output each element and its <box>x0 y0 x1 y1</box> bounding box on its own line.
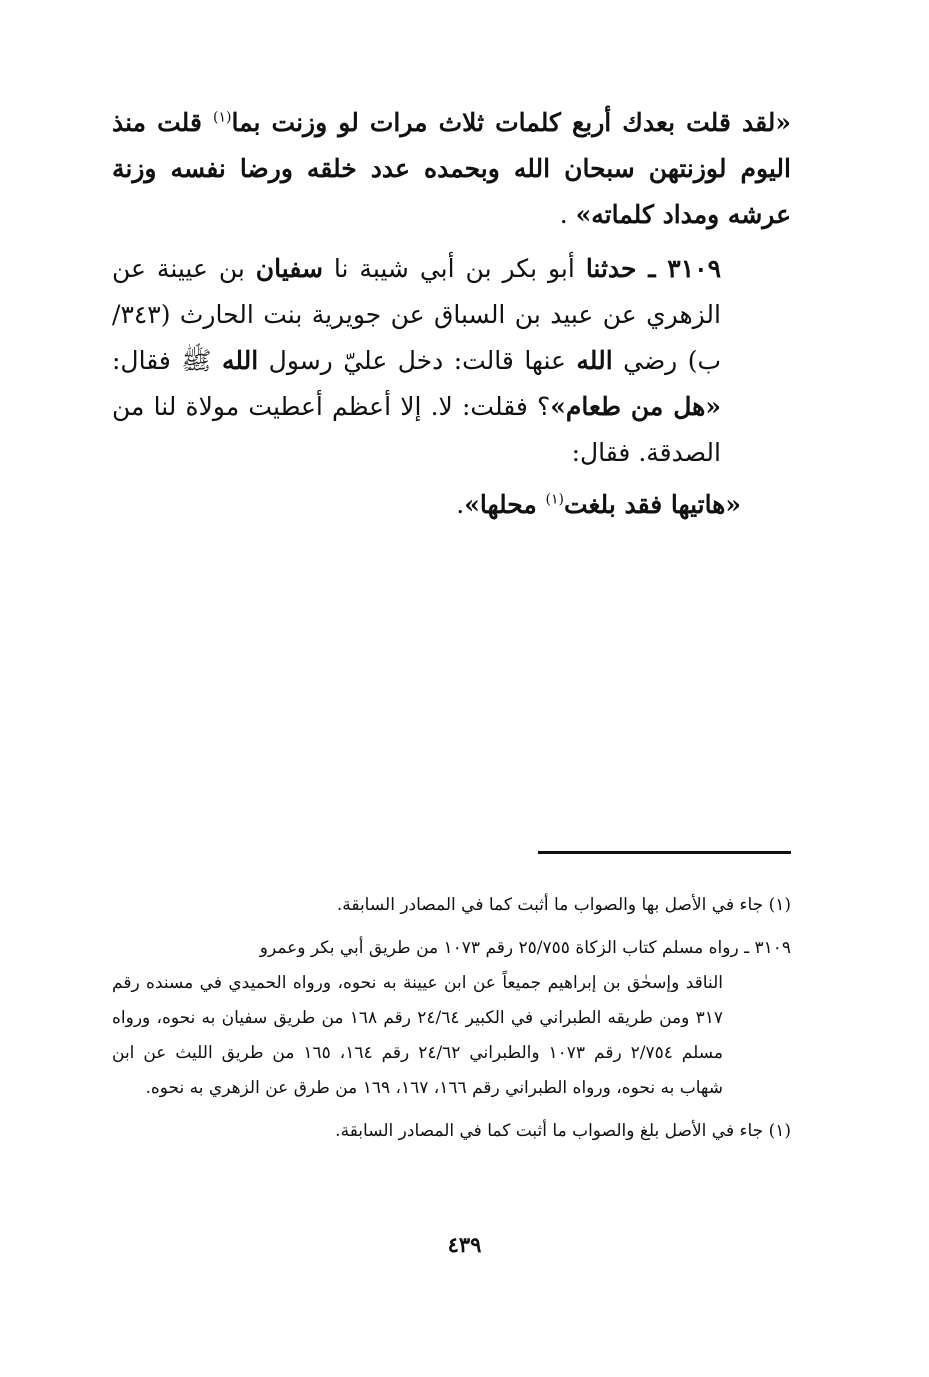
salutation-glyph: ﷺ <box>181 346 222 375</box>
footnote-marker[interactable]: (١) <box>212 109 232 126</box>
hadith-3109 <box>112 246 791 476</box>
footnote-separator <box>538 851 791 854</box>
narrator-name: سفيان <box>255 254 323 283</box>
divine-name: الله <box>576 346 613 375</box>
main-text <box>112 100 791 528</box>
prophet-quote: «هل من طعام» <box>550 392 721 421</box>
matn-text: فقال: <box>112 346 182 375</box>
footnote-2: (١) جاء في الأصل بلغ والصواب ما أثبت كما في المصادر السابقة. <box>335 1121 791 1141</box>
full-stop: . <box>456 490 465 519</box>
quote-text: «لقد قلت بعدك أربع كلمات ثلاث مرات لو وزنت بما <box>231 108 791 137</box>
full-stop: . <box>559 200 576 229</box>
quote-text: قلت منذ اليوم لوزنتهن سبحان الله وبحمده عدد خلقه ورضا نفسه وزنة عرشه ومداد كلماته» <box>112 108 791 229</box>
isnad-text: بن عيينة عن الزهري عن عبيد بن السباق عن جويرية بنت الحارث (٣٤٣/ب) رضي <box>112 254 721 375</box>
prophet-quote: محلها» <box>464 490 546 519</box>
page-number: ٤٣٩ <box>447 1232 482 1257</box>
hadith-number: ٣١٠٩ ـ حدثنا <box>585 254 721 283</box>
takhrij-first-line: ٣١٠٩ ـ رواه مسلم كتاب الزكاة ٢٥/٧٥٥ رقم ١٠٧٣ من طريق أبي بكر وعمرو <box>259 938 791 958</box>
takhrij-text: الناقد وإسحٰق بن إبراهيم جميعاً عن ابن عيينة به نحوه، ورواه الحميدي في مسنده رقم ٣١٧ ومن طريقه الطبراني في الكبير ٢٤/٦٤ رقم ١٦٨ من طريق سفيان به نحوه، ورواه مسلم ٢/٧٥٤ رقم ١٠٧٣ والطبراني ٢٤/٦٢ رقم ١٦٤، ١٦٥ من طريق الليث عن ابن شهاب به نحوه، ورواه الطبراني رقم ١٦٦، ١٦٧، ١٦٩ من طرق عن الزهري به نحوه. <box>112 973 724 1098</box>
matn-text: ؟ فقلت: لا. إلا أعظم أعطيت مولاة لنا من الصدقة. فقال: <box>112 392 721 467</box>
footnote-marker[interactable]: (١) <box>545 491 564 508</box>
footnotes <box>112 888 791 1149</box>
prophet-quote: «هاتيها فقد بلغت <box>563 490 741 519</box>
hadith-3108-ending <box>112 100 791 238</box>
matn-text: عنها قالت: دخل عليّ رسول <box>258 346 577 375</box>
hadith-3109-quote <box>112 482 791 528</box>
footnote-1: (١) جاء في الأصل بها والصواب ما أثبت كما في المصادر السابقة. <box>336 895 791 915</box>
isnad-text: أبو بكر بن أبي شيبة نا <box>322 254 586 283</box>
divine-name: الله <box>221 346 259 375</box>
